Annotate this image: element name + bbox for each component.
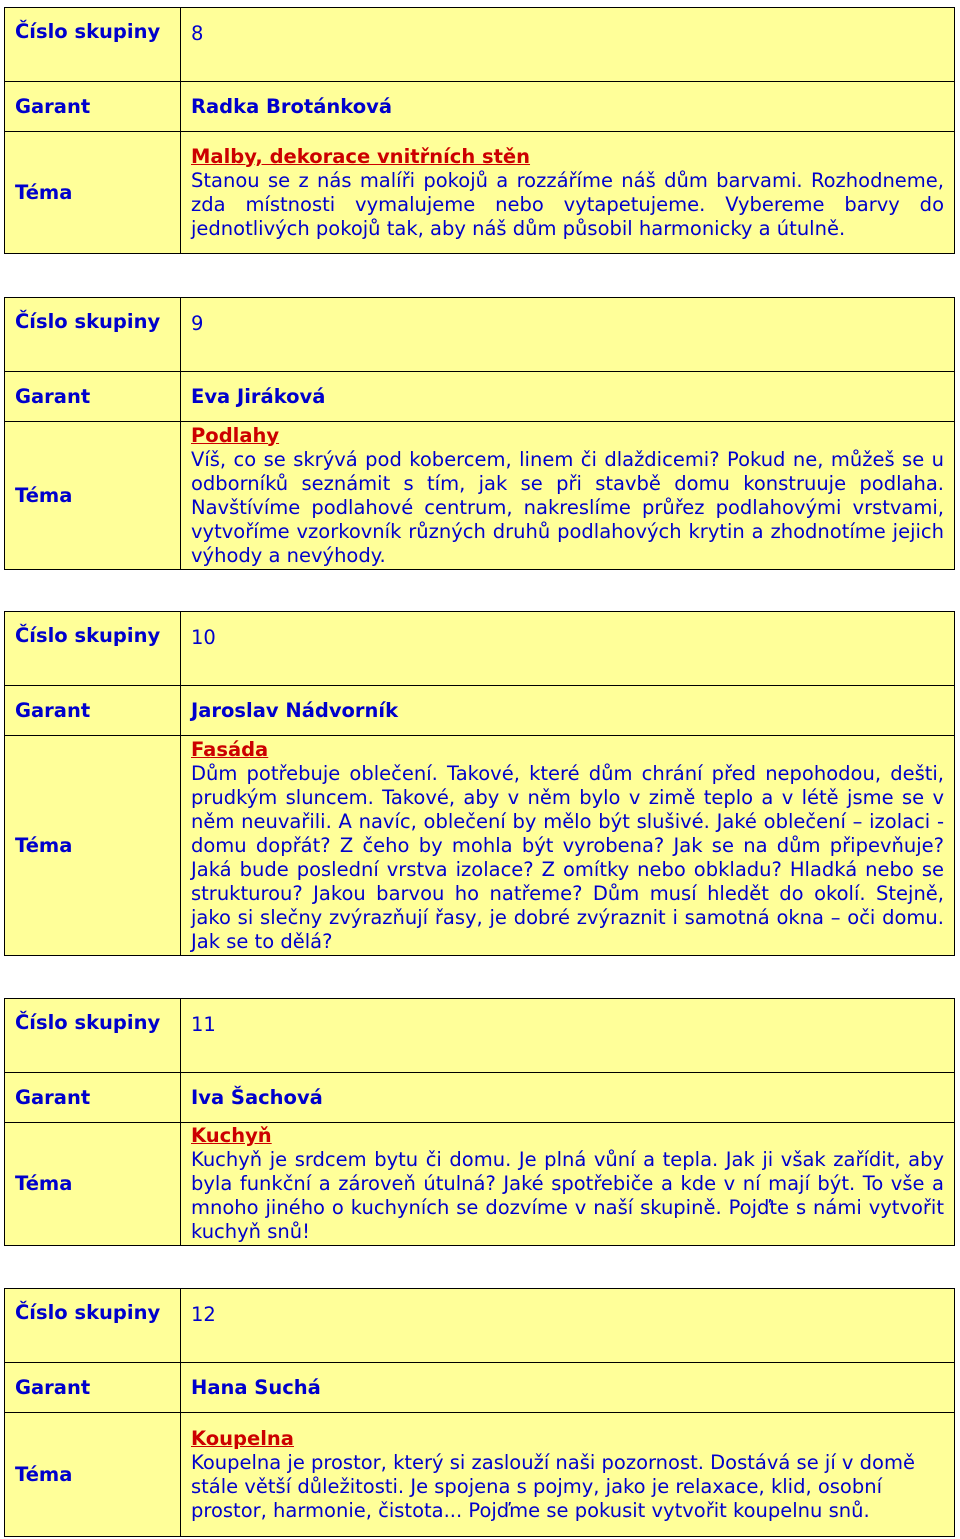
group-table <box>4 297 955 570</box>
group-number-label: Číslo skupiny <box>5 612 181 686</box>
garant-name: Hana Suchá <box>181 1363 955 1413</box>
topic-cell <box>181 1413 955 1537</box>
topic-title: Malby, dekorace vnitřních stěn <box>191 144 531 168</box>
garant-name: Jaroslav Nádvorník <box>181 686 955 736</box>
group-number-label: Číslo skupiny <box>5 8 181 82</box>
topic-cell <box>181 422 955 570</box>
group-number: 9 <box>181 298 955 372</box>
garant-label: Garant <box>5 1363 181 1413</box>
topic-title: Kuchyň <box>191 1124 272 1147</box>
topic-cell <box>181 132 955 254</box>
topic-label: Téma <box>5 1123 181 1246</box>
garant-name: Eva Jiráková <box>181 372 955 422</box>
garant-name: Iva Šachová <box>181 1073 955 1123</box>
garant-label: Garant <box>5 1073 181 1123</box>
group-number-label: Číslo skupiny <box>5 1289 181 1363</box>
garant-name: Radka Brotánková <box>181 82 955 132</box>
topic-title: Podlahy <box>191 423 280 447</box>
garant-label: Garant <box>5 372 181 422</box>
topic-description: Víš, co se skrývá pod kobercem, linem či dlaždicemi? Pokud ne, můžeš se u odborníků seznámit s tím, jak se při stavbě domu konstruuje podlaha. Navštívíme podlahové centrum, nakreslíme průřez podlahovými vrstvami, vytvoříme vzorkovník různých druhů podlahových krytin a zhodnotíme jejich výhody a nevýhody. <box>191 447 944 567</box>
group-table <box>4 1288 955 1537</box>
topic-title: Koupelna <box>191 1426 294 1450</box>
topic-label: Téma <box>5 1413 181 1537</box>
topic-description: Koupelna je prostor, který si zaslouží naši pozornost. Dostává se jí v domě stále větší důležitosti. Je spojena s pojmy, jako je relaxace, klid, osobní prostor, harmonie, čistota... Pojďme se pokusit vytvořit koupelnu snů. <box>191 1450 915 1522</box>
group-number-label: Číslo skupiny <box>5 298 181 372</box>
group-number: 8 <box>181 8 955 82</box>
group-number: 12 <box>181 1289 955 1363</box>
group-number: 10 <box>181 612 955 686</box>
topic-title: Fasáda <box>191 737 269 761</box>
group-table <box>4 611 955 956</box>
group-table <box>4 998 955 1246</box>
group-number-label: Číslo skupiny <box>5 999 181 1073</box>
topic-description: Stanou se z nás malíři pokojů a rozzáříme náš dům barvami. Rozhodneme, zda místnosti vymalujeme nebo vytapetujeme. Vybereme barvy do jednotlivých pokojů tak, aby náš dům působil harmonicky a útulně. <box>191 168 944 240</box>
topic-description: Kuchyň je srdcem bytu či domu. Je plná vůní a tepla. Jak ji však zařídit, aby byla funkční a zároveň útulná? Jaké spotřebiče a kde v ní mají být. To vše a mnoho jiného o kuchyních se dozvíme v naší skupině. Pojďte s námi vytvořit kuchyň snů! <box>191 1148 944 1243</box>
topic-label: Téma <box>5 132 181 254</box>
group-number: 11 <box>181 999 955 1073</box>
group-table <box>4 7 955 254</box>
topic-label: Téma <box>5 422 181 570</box>
topic-label: Téma <box>5 736 181 956</box>
topic-cell <box>181 1123 955 1246</box>
topic-description: Dům potřebuje oblečení. Takové, které dům chrání před nepohodou, dešti, prudkým sluncem. Takové, aby v něm bylo v zimě teplo a v létě jsme se v něm neuvařili. A navíc, oblečení by mělo být slušivé. Jaké oblečení – izolaci - domu dopřát? Z čeho by mohla být vyrobena? Jak se na dům připevňuje? Jaká bude poslední vrstva izolace? Z omítky nebo obkladu? Hladká nebo se strukturou? Jakou barvou ho natřeme? Dům musí hledět do okolí. Stejně, jako si slečny zvýrazňují řasy, je dobré zvýraznit i samotná okna – oči domu. Jak se to dělá? <box>191 761 944 953</box>
topic-cell <box>181 736 955 956</box>
garant-label: Garant <box>5 82 181 132</box>
garant-label: Garant <box>5 686 181 736</box>
